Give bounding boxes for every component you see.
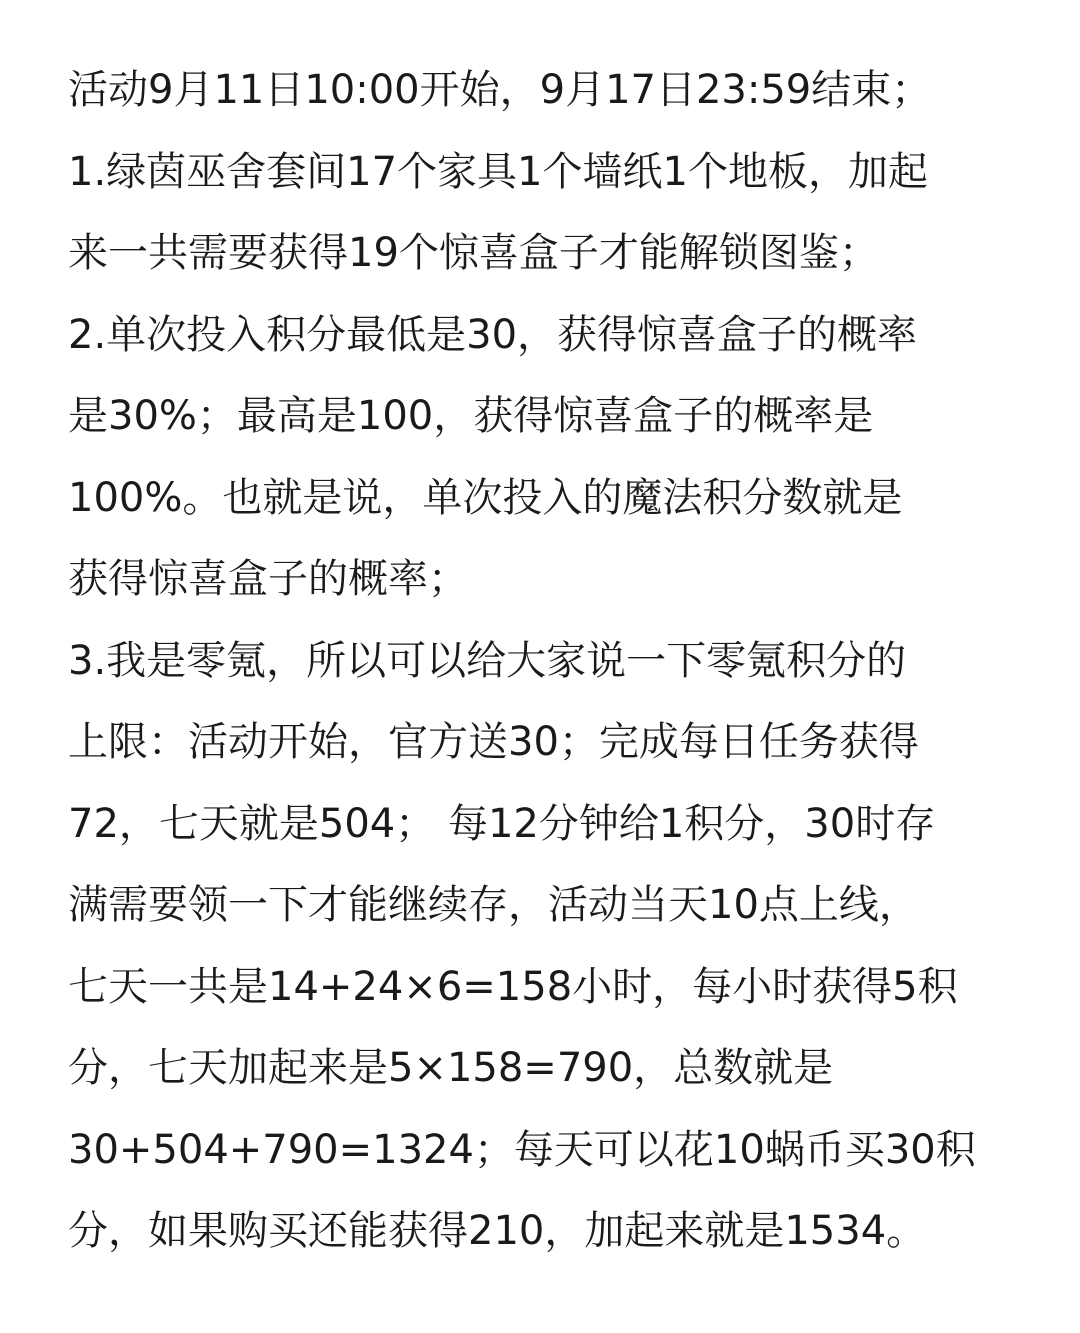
text-line-12: 七天一共是14+24×6=158小时，每小时获得5积 <box>68 963 958 1010</box>
text-line-14: 30+504+790=1324；每天可以花10蜗币买30积 <box>68 1126 976 1173</box>
text-line-10: 72，七天就是504； 每12分钟给1积分，30时存 <box>68 800 936 847</box>
text-line-9: 上限：活动开始，官方送30；完成每日任务获得 <box>68 719 919 765</box>
text-line-6: 100%。也就是说，单次投入的魔法积分数就是 <box>68 474 903 521</box>
text-line-4: 2.单次投入积分最低是30，获得惊喜盒子的概率 <box>68 311 918 358</box>
text-line-3: 来一共需要获得19个惊喜盒子才能解锁图鉴； <box>68 230 879 276</box>
text-line-11: 满需要领一下才能继续存，活动当天10点上线， <box>68 882 919 928</box>
text-line-1: 活动9月11日10:00开始，9月17日23:59结束； <box>68 67 932 113</box>
text-line-5: 是30%；最高是100，获得惊喜盒子的概率是 <box>68 393 874 439</box>
post-body-text <box>68 50 1028 1273</box>
text-line-8: 3.我是零氪，所以可以给大家说一下零氪积分的 <box>68 637 907 684</box>
text-line-7: 获得惊喜盒子的概率； <box>68 556 468 602</box>
text-line-15: 分，如果购买还能获得210，加起来就是1534。 <box>68 1208 927 1254</box>
text-line-2: 1.绿茵巫舍套间17个家具1个墙纸1个地板，加起 <box>68 148 928 195</box>
text-line-13: 分，七天加起来是5×158=790，总数就是 <box>68 1045 834 1091</box>
